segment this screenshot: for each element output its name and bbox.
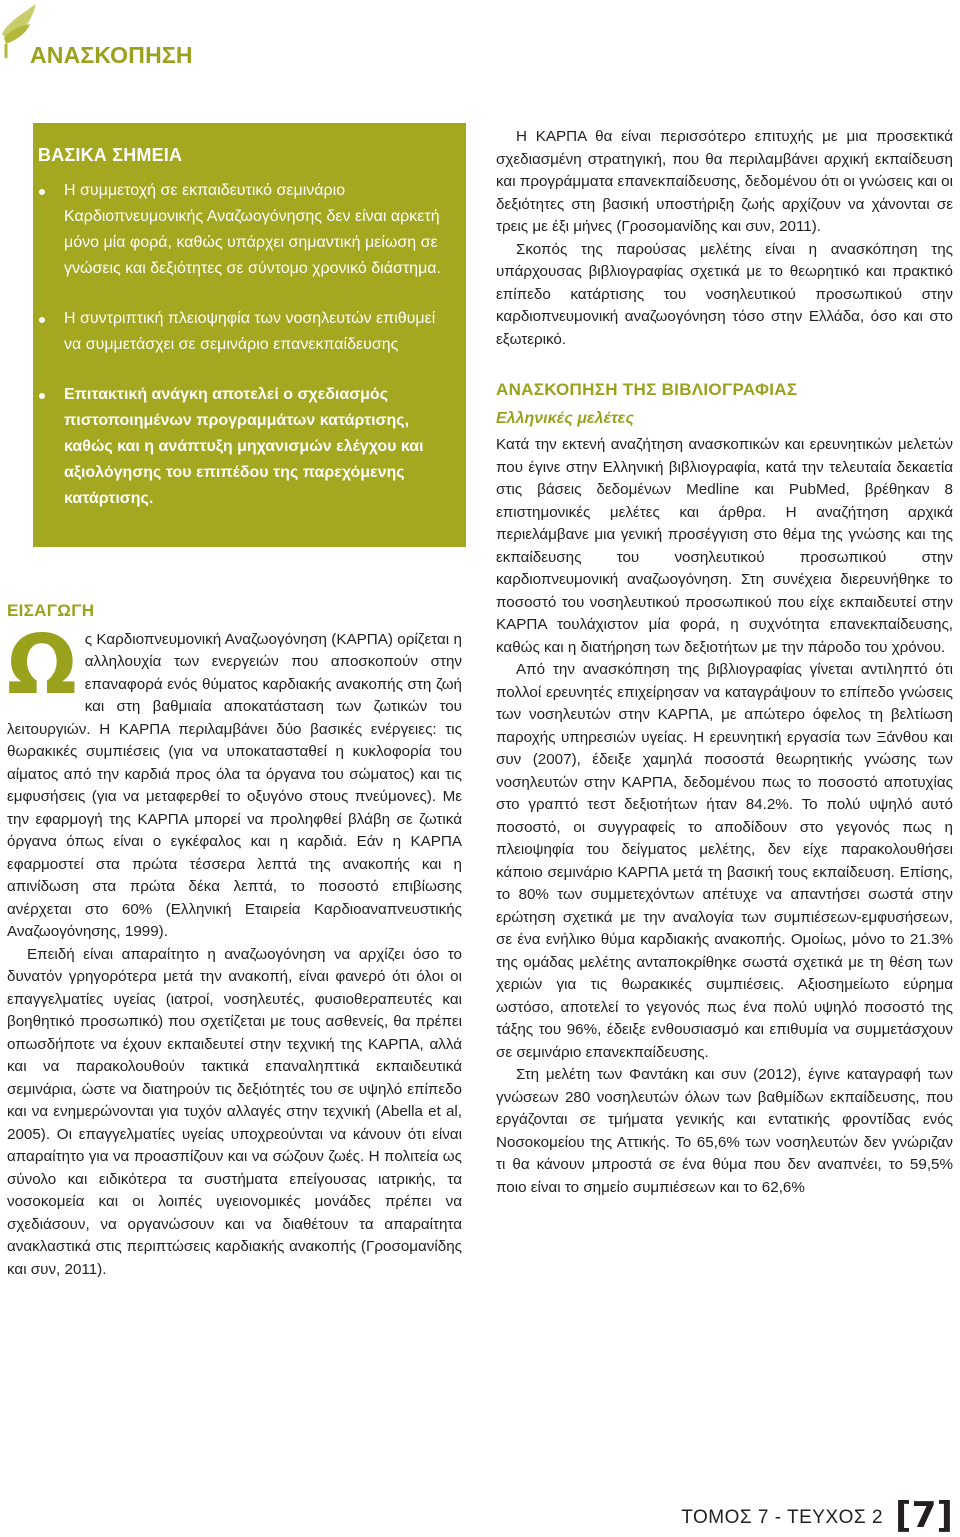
intro-heading: ΕΙΣΑΓΩΓΗ: [7, 601, 95, 620]
page-footer: [681, 1495, 953, 1535]
review-subheading: Ελληνικές μελέτες: [496, 409, 634, 427]
drop-cap: Ω: [7, 617, 77, 713]
section-title: ΑΝΑΣΚΟΠΗΣΗ: [30, 42, 193, 68]
key-point-item: [38, 178, 452, 282]
intro-paragraph-2: Επειδή είναι απαραίτητο η αναζωογόνηση να αρχίζει όσο το δυνατόν γρηγορότερα μετά την ανακοπή, είναι φανερό ότι όλοι οι επαγγελματίες υγείας (ιατροί, νοσηλευτές, φυσιοθεραπευτές και βοηθητικό προσωπικό) που σχετίζεται με τους ασθενείς, θα πρέπει οπωσδήποτε να έχουν εκπαιδευτεί στην τεχνική της ΚΑΡΠΑ, αλλά και να παρακολουθούν τακτικά επαναληπτικά εκπαιδευτικά σεμινάρια, ώστε να διατηρούν τις δεξιότητές του σε υψηλό επίπεδο και να ενημερώνονται για τυχόν αλλαγές στην τεχνική (Abella et al, 2005). Οι επαγγελματίες υγείας υποχρεούνται να κάνουν ότι είναι απαραίτητο για να προασπίζουν και να σώζουν ζωές. Η πολιτεία ως σύνολο και ειδικότερα τα συστήματα επείγουσας ιατρικής, τα νοσοκομεία και οι λοιπές υγειονομικές μονάδες πρέπει να σχεδιάσουν, να οργανώσουν και να διαθέτουν τα απαραίτητα ανακλαστικά στις περιπτώσεις καρδιακής ανακοπής (Γροσομανίδης και συν, 2011).: [7, 945, 462, 1278]
key-point-text: Η συντριπτική πλειοψηφία των νοσηλευτών επιθυμεί να συμμετάσχει σε σεμινάριο επανεκπαίδευσης: [64, 310, 436, 353]
page-number: [7]: [895, 1495, 953, 1536]
right-column: [496, 126, 953, 1199]
spacer: [496, 351, 953, 379]
right-paragraph-5: Στη μελέτη των Φαντάκη και συν (2012), έγινε καταγραφή των γνώσεων 280 νοσηλευτών όλων των βαθμίδων εκπαίδευσης, που εργάζονται σε τμήματα γενικής και εντατικής φροντίδας ενός Νοσοκομείου της Αττικής. Το 65,6% των νοσηλευτών δεν γνώριζαν τι θα κάνουν μπροστά σε ένα θύμα που δεν αναπνέει, το 59,5% ποιο είναι το σημείο συμπιέσεων και το 62,6%: [496, 1066, 953, 1196]
key-point-item: [38, 306, 452, 358]
key-point-text: Η συμμετοχή σε εκπαιδευτικό σεμινάριο Καρδιοπνευμονικής Αναζωογόνησης δεν είναι αρκετή μόνο μία φορά, καθώς υπάρχει σημαντική μείωση σε γνώσεις και δεξιότητες σε σύντομο χρονικό διάστημα.: [64, 182, 441, 277]
page-header: [0, 0, 960, 90]
key-points-list: [38, 178, 452, 512]
right-paragraph-1: Η ΚΑΡΠΑ θα είναι περισσότερο επιτυχής με μια προσεκτικά σχεδιασμένη στρατηγική, που θα περιλαμβάνει αρχική εκπαίδευση και προγράμματα επανεκπαίδευσης, δεδομένου ότι οι γνώσεις και οι δεξιότητες στη βασική υποστήριξη ζωής αρχίζουν να χάνονται σε τρεις με έξι μήνες (Γροσομανίδης και συν, 2011).: [496, 128, 953, 235]
key-point-text: Επιτακτική ανάγκη αποτελεί ο σχεδιασμός πιστοποιημένων προγραμμάτων κατάρτισης, καθώς και η ανάπτυξη μηχανισμών ελέγχου και αξιολόγησης του επιπέδου της παρεχόμενης κατάρτισης.: [64, 386, 424, 507]
right-paragraph-2: Σκοπός της παρούσας μελέτης είναι η ανασκόπηση της υπάρχουσας βιβλιογραφίας σχετικά με το θεωρητικό και πρακτικό επίπεδο κατάρτισης του νοσηλευτικού προσωπικού στην καρδιοπνευμονική αναζωογόνηση τόσο στην Ελλάδα, όσο και στο εξωτερικό.: [496, 240, 953, 348]
review-heading: ΑΝΑΣΚΟΠΗΣΗ ΤΗΣ ΒΙΒΛΙΟΓΡΑΦΙΑΣ: [496, 380, 798, 399]
intro-paragraph-1-text: ς Καρδιοπνευμονική Αναζωογόνηση (ΚΑΡΠΑ) ορίζεται η αλληλουχία των ενεργειών που αποσκοπούν στην επαναφορά ενός θύματος καρδιακής ανακοπής στη ζωή και στη βαθμιαία αποκατάσταση των ζωτικών του λειτουργιών. Η ΚΑΡΠΑ περιλαμβάνει δύο βασικές ενέργειες: τις θωρακικές συμπιέσεις (για να υποκατασταθεί η κυκλοφορία του αίματος από την καρδιά προς όλα τα όργανα του σώματος) και τις εμφυσήσεις (για να μεταφερθεί το οξυγόνο στους πνεύμονες). Με την εφαρμογή της ΚΑΡΠΑ μπορεί να προληφθεί βλάβη σε ζωτικά όργανα όπως είναι ο εγκέφαλος και η καρδιά. Εάν η ΚΑΡΠΑ εφαρμοστεί στα πρώτα τέσσερα λεπτά της ανακοπής και η απινίδωση στα πρώτα δέκα λεπτά, το ποσοστό επιβίωσης ανέρχεται στο 60% (Ελληνική Εταιρεία Καρδιοαναπνευστικής Αναζωογόνησης, 1999).: [7, 630, 462, 940]
right-paragraph-4: Από την ανασκόπηση της βιβλιογραφίας γίνεται αντιληπτό ότι πολλοί ερευνητές επιχείρησαν να καταγράψουν το επίπεδο γνώσεις των νοσηλευτών στην ΚΑΡΠΑ, με απώτερο όφελος τη βελτίωση παροχής υπηρεσιών υγείας. Η ερευνητική εργασία των Ξάνθου και συν (2007), έδειξε χαμηλά ποσοστά θεωρητικής γνώσης των νοσηλευτών στην ΚΑΡΠΑ, δεδομένου πως το ποσοστό αποτυχίας στο γραπτό τεστ δεξιοτήτων ήταν 84.2%. Το πολύ υψηλό αυτό ποσοστό, οι συγγραφείς το αποδίδουν στο γεγονός πως η πλειοψηφία του δείγματος μελέτης, δεν είχε παρακολουθήσει κάποιο σεμινάριο ΚΑΡΠΑ μετά τη βασική τους εκπαίδευση. Επίσης, το 80% των συμμετεχόντων απέτυχε να απαντήσει σωστά στην ερώτηση σχετικά με την αναλογία των συμπιέσεων-εμφυσήσεων, σε ένα ενήλικο θύμα καρδιακής ανακοπής. Ομοίως, μόνο το 21.3% της ομάδας μελέτης ανταποκρίθηκε σωστά σχετικά με τη θέση των χεριών για τις θωρακικές συμπιέσεις. Αξιοσημείωτο εύρημα ωστόσο, αποτελεί το γεγονός πως ένα πολύ υψηλό ποσοστό της τάξης του 96%, έδειξε ενθουσιασμό και επιθυμία να συμμετάσχουν σε σεμινάριο επανεκπαίδευσης.: [496, 661, 953, 1061]
left-column: [7, 600, 462, 1281]
bullet-icon: [39, 393, 45, 399]
intro-paragraph-1: [7, 617, 462, 944]
bullet-icon: [39, 189, 45, 195]
key-point-item: [38, 382, 452, 512]
right-paragraph-3: Κατά την εκτενή αναζήτηση ανασκοπικών και ερευνητικών μελετών που έγινε στην Ελληνική βιβλιογραφία, κατά την τελευταία δεκαετία στις βάσεις δεδομένων Medline και PubMed, βρέθηκαν 8 επιστημονικές μελέτες και άρθρα. Η αναζήτηση αρχικά περιελάμβανε μια γενική προσέγγιση στο θέμα της γνώσης και της εκπαίδευσης του νοσηλευτικού προσωπικού στην καρδιοπνευμονική αναζωογόνηση. Στη συνέχεια διερευνήθηκε το ποσοστό του νοσηλευτικού προσωπικού που είχε εκπαιδευτεί στην ΚΑΡΠΑ τουλάχιστον μία φορά, η συχνότητα επανεκπαίδευσης, καθώς και η διατήρηση των δεξιοτήτων με την πάροδο του χρόνου.: [496, 436, 953, 656]
bullet-icon: [39, 317, 45, 323]
key-points-title: ΒΑΣΙΚΑ ΣΗΜΕΙΑ: [38, 145, 183, 165]
key-points-box: [33, 123, 466, 547]
issue-label: ΤΟΜΟΣ 7 - ΤΕΥΧΟΣ 2: [681, 1507, 884, 1528]
